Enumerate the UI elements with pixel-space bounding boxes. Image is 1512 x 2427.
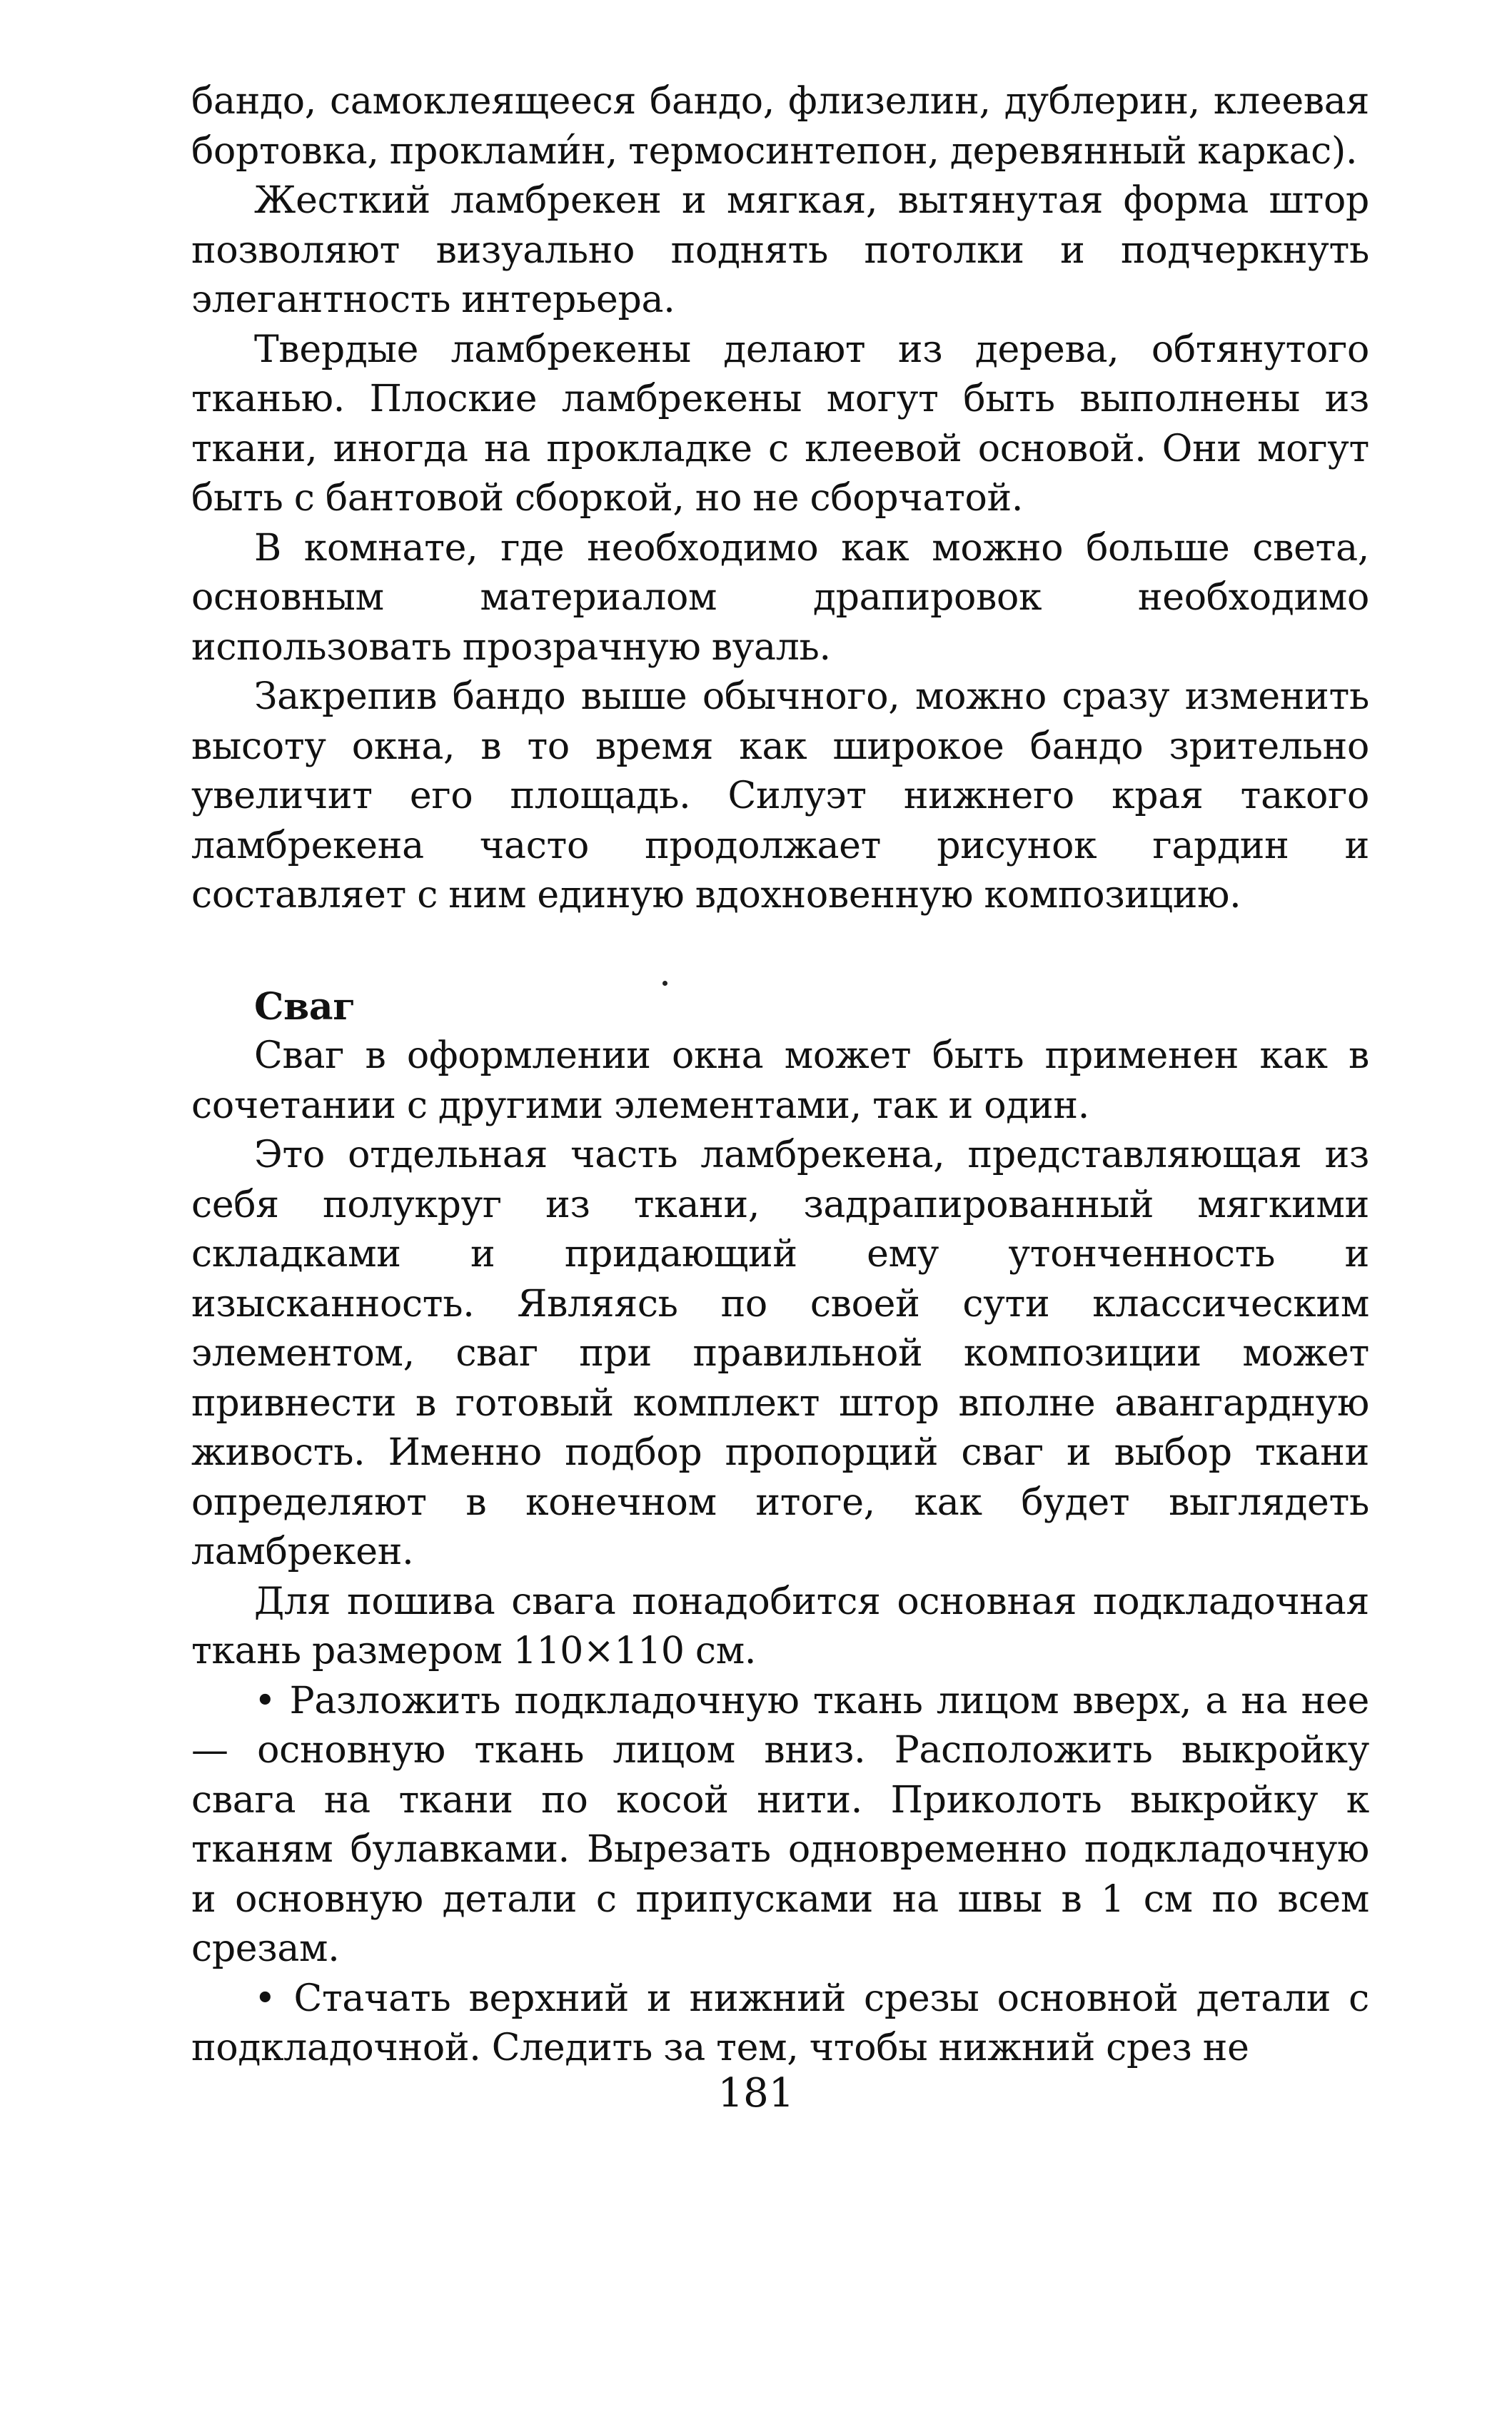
paragraph: Твердые ламбрекены делают из дерева, обтянутого тканью. Плоские ламбрекены могут быть выполнены из ткани, иногда на прокладке с клеевой основой. Они могут быть с бантовой сборкой, но не сборчатой. [191,328,1369,520]
paragraph: Жесткий ламбрекен и мягкая, вытянутая форма штор позволяют визуально поднять потолки и подчеркнуть элегантность интерьера. [191,179,1369,321]
page-number: 181 [717,2070,795,2116]
paragraph: Для пошива свага понадобится основная подкладочная ткань размером 110×110 см. [191,1580,1369,1672]
paragraph-continued: бандо, самоклеящееся бандо, флизелин, дублерин, клеевая бортовка, проклами́н, термосинтепон, деревянный каркас). [191,80,1369,173]
bullet-item: • Стачать верхний и нижний срезы основной детали с подкладочной. Следить за тем, чтобы нижний срез не [191,1977,1369,2069]
paragraph: В комнате, где необходимо как можно больше света, основным материалом драпировок необходимо использовать прозрачную вуаль. [191,526,1369,669]
paragraph: Это отдельная часть ламбрекена, представляющая из себя полукруг из ткани, задрапированный мягкими складками и придающий ему утонченность и изысканность. Являясь по своей сути классическим элементом, сваг при правильной композиции может привнести в готовый комплект штор вполне авангардную живость. Именно подбор пропорций сваг и выбор ткани определяют в конечном итоге, как будет выглядеть ламбрекен. [191,1134,1369,1573]
paragraph: Сваг в оформлении окна может быть применен как в сочетании с другими элементами, так и один. [191,1034,1369,1127]
section-spacer [191,921,1369,982]
bullet-item: • Разложить подкладочную ткань лицом вверх, а на нее — основную ткань лицом вниз. Расположить выкройку свага на ткани по косой нити. Приколоть выкройку к тканям булавками. Вырезать одновременно подкладочную и основную детали с припусками на швы в 1 см по всем срезам. [191,1679,1369,1970]
text-column [191,77,1369,2074]
paragraph: Закрепив бандо выше обычного, можно сразу изменить высоту окна, в то время как широкое бандо зрительно увеличит его площадь. Силуэт нижнего края такого ламбрекена часто продолжает рисунок гардин и составляет с ним единую вдохновенную композицию. [191,675,1369,917]
print-speck [662,981,667,986]
section-heading: Сваг [254,984,356,1029]
